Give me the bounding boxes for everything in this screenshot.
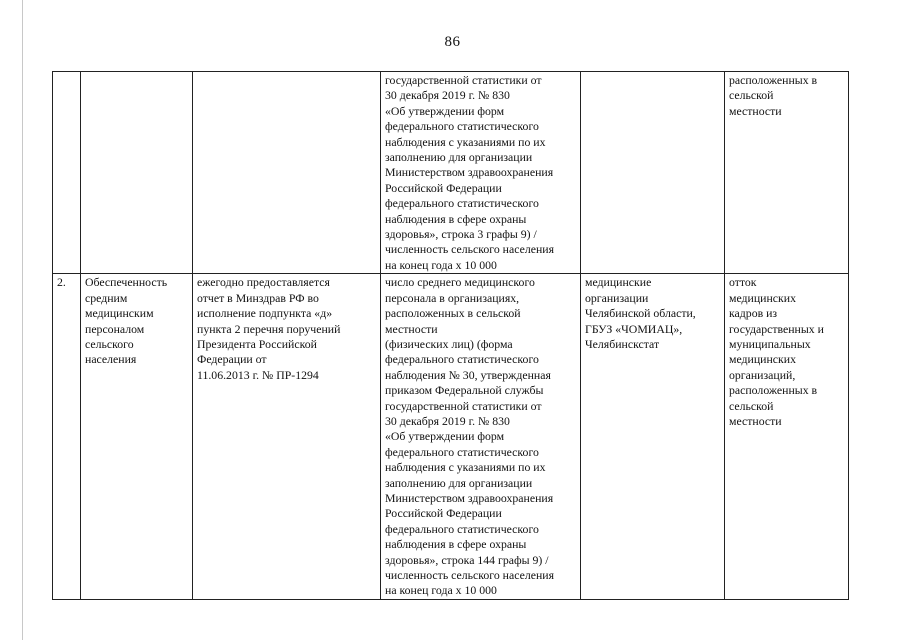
basis-cell xyxy=(193,72,381,274)
method-cell: число среднего медицинского персонала в организациях, расположенных в сельской местности (физических лиц) (форма федерального статистического наблюдения № 30, утвержденная приказом Федеральной службы государственной статистики от 30 декабря 2019 г. № 830 «Об утверждении форм федерального статистического наблюдения с указаниями по их заполнению для организации Министерством здравоохранения Российской Федерации федерального статистического наблюдения в сфере охраны здоровья», строка 144 графы 9) / численность сельского населения на конец года х 10 000 xyxy=(381,274,581,600)
source-cell: медицинские организации Челябинской области, ГБУЗ «ЧОМИАЦ», Челябинскстат xyxy=(581,274,725,600)
table-row xyxy=(53,72,849,274)
document-table xyxy=(52,71,849,600)
source-cell xyxy=(581,72,725,274)
impact-cell: расположенных в сельской местности xyxy=(725,72,849,274)
indicator-cell: Обеспеченность средним медицинским персоналом сельского населения xyxy=(81,274,193,600)
page-number: 86 xyxy=(444,34,461,50)
table-row xyxy=(53,274,849,600)
scan-margin-line xyxy=(22,0,23,640)
impact-cell: отток медицинских кадров из государственных и муниципальных медицинских организаций, расположенных в сельской местности xyxy=(725,274,849,600)
method-cell: государственной статистики от 30 декабря 2019 г. № 830 «Об утверждении форм федерального статистического наблюдения с указаниями по их заполнению для организации Министерством здравоохранения Российской Федерации федерального статистического наблюдения в сфере охраны здоровья», строка 3 графы 9) / численность сельского населения на конец года х 10 000 xyxy=(381,72,581,274)
row-number-cell: 2. xyxy=(53,274,81,600)
row-number-cell xyxy=(53,72,81,274)
indicator-cell xyxy=(81,72,193,274)
basis-cell: ежегодно предоставляется отчет в Минздрав РФ во исполнение подпункта «д» пункта 2 перечня поручений Президента Российской Федерации от 11.06.2013 г. № ПР-1294 xyxy=(193,274,381,600)
